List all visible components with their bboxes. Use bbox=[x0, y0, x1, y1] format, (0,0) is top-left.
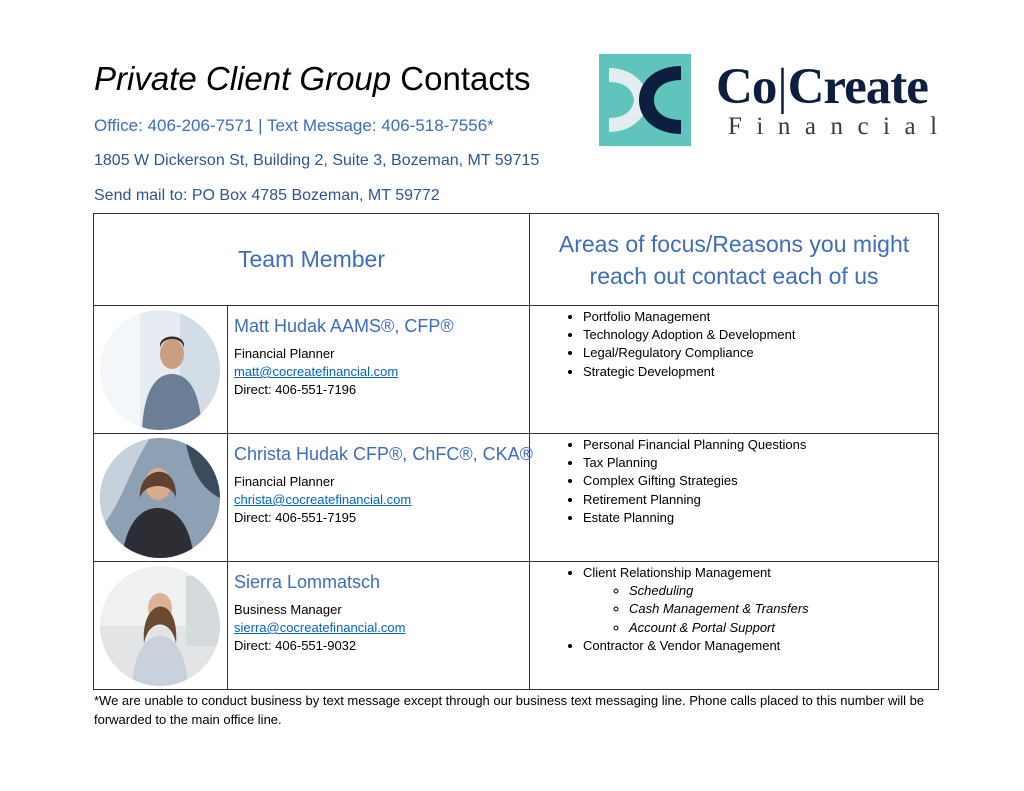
photo-cell bbox=[94, 306, 228, 434]
sublist-item: ◦ Cash Management & Transfers bbox=[629, 600, 938, 618]
member-info-cell bbox=[228, 562, 530, 690]
member-email-link[interactable]: sierra@cocreatefinancial.com bbox=[234, 620, 406, 635]
photo-cell bbox=[94, 562, 228, 690]
logo-co: Co bbox=[716, 59, 777, 115]
list-item bbox=[583, 564, 938, 637]
list-item: • Legal/Regulatory Compliance bbox=[583, 344, 938, 362]
member-direct-phone: Direct: 406-551-9032 bbox=[234, 638, 357, 653]
list-item: • Estate Planning bbox=[583, 509, 938, 527]
member-name: Matt Hudak AAMS®, CFP® bbox=[234, 316, 454, 336]
avatar bbox=[100, 310, 220, 430]
title-rest: Contacts bbox=[391, 60, 531, 97]
member-direct-phone: Direct: 406-551-7195 bbox=[234, 510, 357, 525]
table-row bbox=[94, 434, 939, 562]
focus-cell bbox=[530, 306, 939, 434]
focus-main-label: Client Relationship Management bbox=[583, 565, 771, 580]
list-item: • Personal Financial Planning Questions bbox=[583, 436, 938, 454]
member-email-link[interactable]: christa@cocreatefinancial.com bbox=[234, 492, 412, 507]
cocreate-logo-icon bbox=[599, 54, 691, 146]
member-role: Financial Planner bbox=[234, 346, 335, 361]
focus-list bbox=[530, 436, 938, 527]
footnote: *We are unable to conduct business by text message except through our business text messaging line. Phone calls placed to this number will be forwarded to the main office line. bbox=[94, 693, 925, 727]
title-italic: Private Client Group bbox=[94, 60, 392, 97]
focus-cell bbox=[530, 562, 939, 690]
areas-of-focus-header-text: Areas of focus/Reasons you might reach out contact each of us bbox=[558, 230, 910, 289]
logo-wordmark bbox=[716, 58, 928, 116]
photo-cell bbox=[94, 434, 228, 562]
mailing-address-line: Send mail to: PO Box 4785 Bozeman, MT 59772 bbox=[94, 187, 440, 204]
member-info-cell bbox=[228, 434, 533, 562]
list-item: • Tax Planning bbox=[583, 454, 938, 472]
page-title bbox=[94, 60, 531, 98]
list-item: • Portfolio Management bbox=[583, 308, 938, 326]
office-phone-line: Office: 406-206-7571 | Text Message: 406-518-7556* bbox=[94, 116, 494, 135]
focus-cell bbox=[530, 434, 939, 562]
member-info-cell bbox=[228, 306, 530, 434]
table-header-row bbox=[94, 214, 939, 306]
focus-list bbox=[530, 308, 938, 381]
list-item: • Strategic Development bbox=[583, 363, 938, 381]
logo-subtitle: Financial bbox=[728, 113, 952, 140]
sublist-item: ◦ Scheduling bbox=[629, 582, 938, 600]
team-member-header: Team Member bbox=[94, 214, 530, 306]
member-role: Financial Planner bbox=[234, 474, 335, 489]
list-item: • Complex Gifting Strategies bbox=[583, 472, 938, 490]
table-row bbox=[94, 562, 939, 690]
member-direct-phone: Direct: 406-551-7196 bbox=[234, 382, 357, 397]
focus-sublist bbox=[583, 582, 938, 637]
list-item: • Retirement Planning bbox=[583, 491, 938, 509]
avatar bbox=[100, 438, 220, 558]
sublist-item: ◦ Account & Portal Support bbox=[629, 619, 938, 637]
street-address-line: 1805 W Dickerson St, Building 2, Suite 3, Bozeman, MT 59715 bbox=[94, 152, 540, 169]
areas-of-focus-header bbox=[530, 214, 939, 306]
list-item: • Technology Adoption & Development bbox=[583, 326, 938, 344]
logo-separator: | bbox=[777, 59, 787, 115]
logo-create: Create bbox=[787, 59, 928, 115]
member-email-link[interactable]: matt@cocreatefinancial.com bbox=[234, 364, 399, 379]
avatar bbox=[100, 566, 220, 686]
member-name: Sierra Lommatsch bbox=[234, 572, 381, 592]
member-name: Christa Hudak CFP®, ChFC®, CKA® bbox=[234, 444, 533, 464]
table-row bbox=[94, 306, 939, 434]
contacts-table bbox=[93, 213, 939, 690]
focus-list bbox=[530, 564, 938, 655]
list-item: • Contractor & Vendor Management bbox=[583, 637, 938, 655]
member-role: Business Manager bbox=[234, 602, 342, 617]
